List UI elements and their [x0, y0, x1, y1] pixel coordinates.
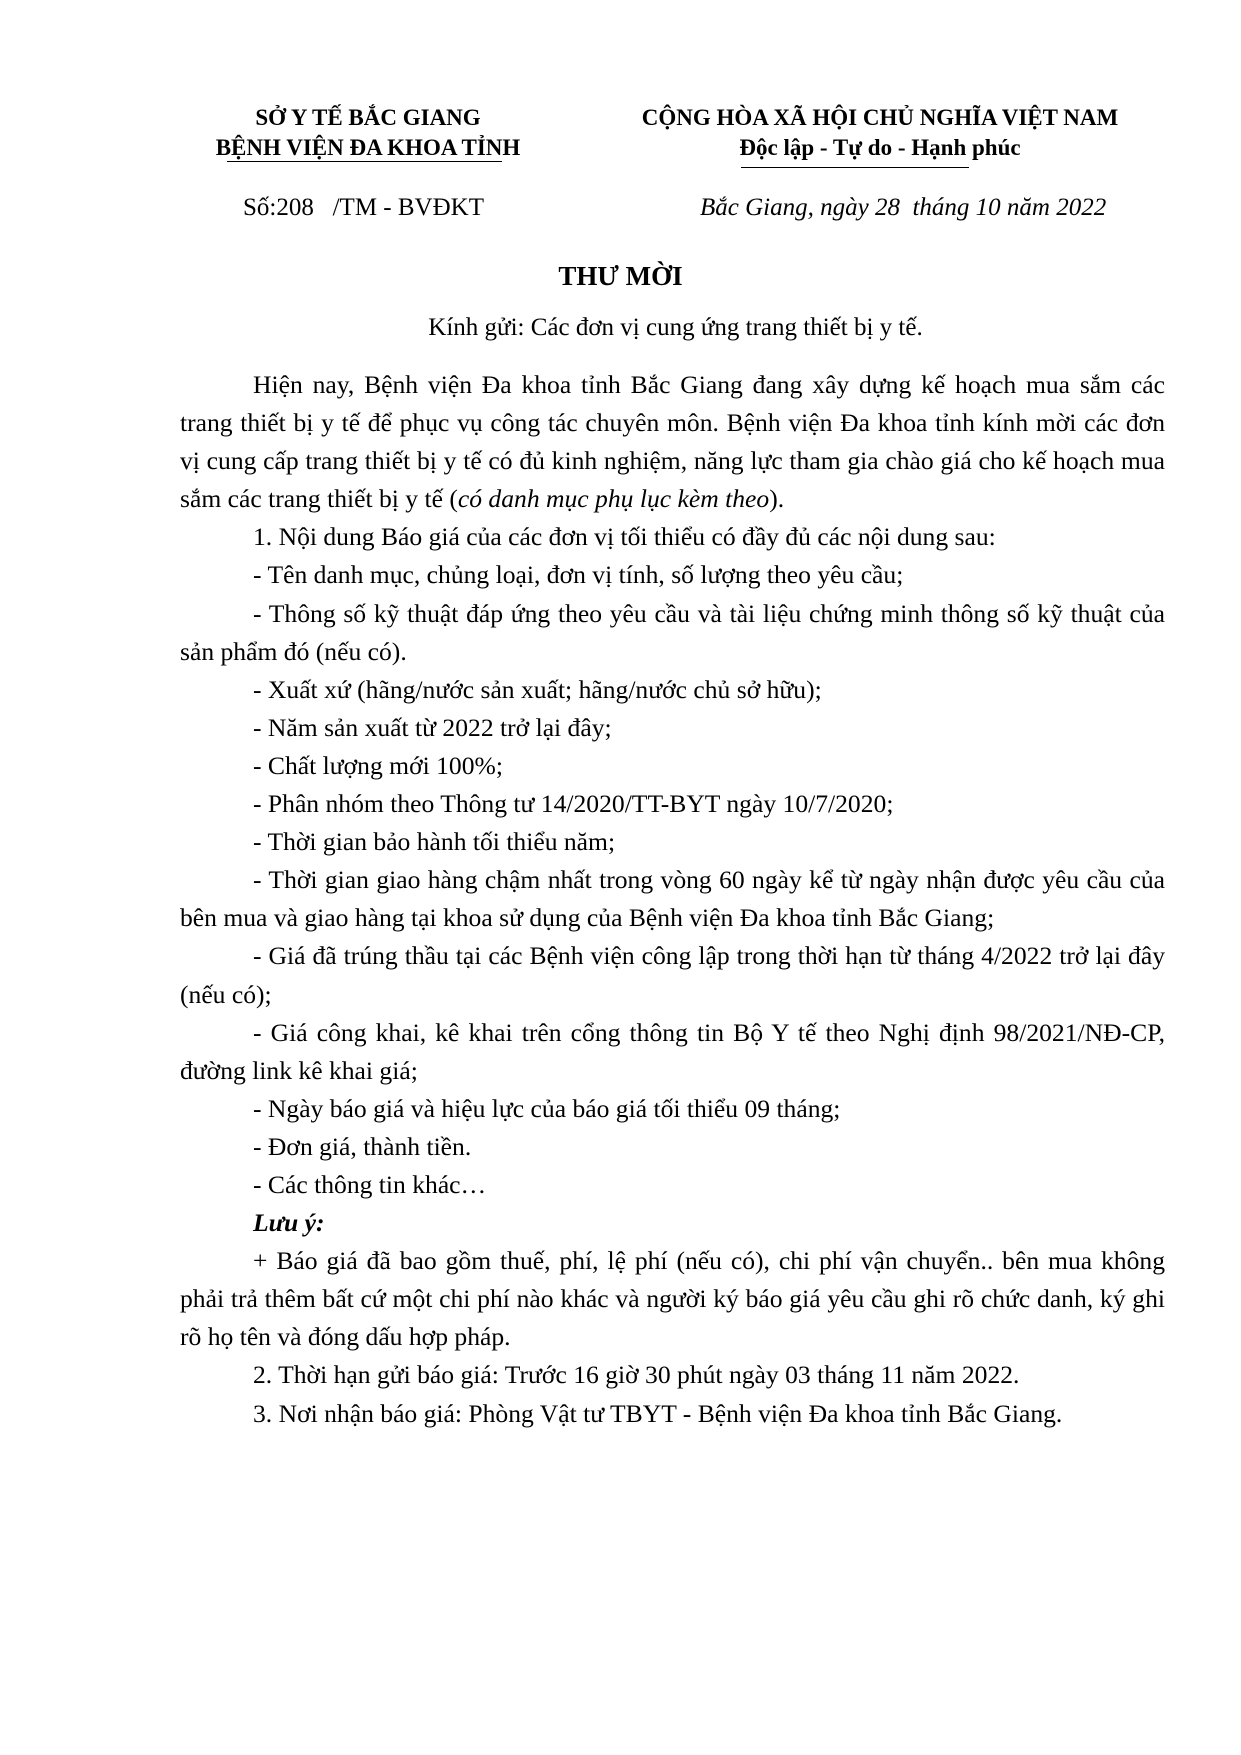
agency-hospital: BỆNH VIỆN ĐA KHOA TỈNH — [215, 135, 521, 160]
national-motto-header — [590, 103, 1170, 163]
list-item: - Giá công khai, kê khai trên cổng thông tin Bộ Y tế theo Nghị định 98/2021/NĐ-CP, đường link kê khai giá; — [180, 1017, 1165, 1085]
list-item: - Đơn giá, thành tiền. — [253, 1131, 472, 1161]
section-1-heading: 1. Nội dung Báo giá của các đơn vị tối thiểu có đầy đủ các nội dung sau: — [253, 522, 996, 552]
intro-end: ). — [769, 484, 785, 514]
intro-italic-note: có danh mục phụ lục kèm theo — [457, 484, 770, 514]
list-item: - Phân nhóm theo Thông tư 14/2020/TT-BYT ngày 10/7/2020; — [253, 789, 894, 819]
section-2-deadline: 2. Thời hạn gửi báo giá: Trước 16 giờ 30 phút ngày 03 tháng 11 năm 2022. — [253, 1360, 1020, 1390]
document-title: THƯ MỜI — [558, 261, 683, 291]
document-number: Số:208 /TM - BVĐKT — [243, 194, 484, 221]
list-item: - Thời gian bảo hành tối thiểu năm; — [253, 827, 616, 857]
country-name: CỘNG HÒA XÃ HỘI CHỦ NGHĨA VIỆT NAM — [641, 105, 1119, 130]
note-label: Lưu ý: — [253, 1208, 325, 1238]
place-and-date: Bắc Giang, ngày 28 tháng 10 năm 2022 — [700, 194, 1107, 221]
recipient-line: Kính gửi: Các đơn vị cung ứng trang thiết bị y tế. — [428, 314, 923, 341]
motto-underline-divider — [741, 167, 969, 168]
issuing-agency-header — [150, 103, 586, 163]
note-text: + Báo giá đã bao gồm thuế, phí, lệ phí (nếu có), chi phí vận chuyển.. bên mua không phải trả thêm bất cứ một chi phí nào khác và người ký báo giá yêu cầu ghi rõ chức danh, ký ghi rõ họ tên và đóng dấu hợp pháp. — [180, 1246, 1165, 1352]
agency-underline-divider — [227, 161, 502, 162]
list-item: - Chất lượng mới 100%; — [253, 750, 503, 780]
section-3-recipient-office: 3. Nơi nhận báo giá: Phòng Vật tư TBYT - Bệnh viện Đa khoa tỉnh Bắc Giang. — [253, 1398, 1063, 1428]
national-motto: Độc lập - Tự do - Hạnh phúc — [739, 135, 1021, 160]
list-item: - Thời gian giao hàng chậm nhất trong vòng 60 ngày kể từ ngày nhận được yêu cầu của bên mua và giao hàng tại khoa sử dụng của Bệnh viện Đa khoa tỉnh Bắc Giang; — [180, 865, 1165, 933]
list-item: - Năm sản xuất từ 2022 trở lại đây; — [253, 712, 612, 742]
list-item: - Ngày báo giá và hiệu lực của báo giá tối thiểu 09 tháng; — [253, 1093, 841, 1123]
list-item: - Các thông tin khác… — [253, 1169, 487, 1199]
list-item: - Xuất xứ (hãng/nước sản xuất; hãng/nước chủ sở hữu); — [253, 674, 822, 704]
list-item: - Tên danh mục, chủng loại, đơn vị tính, số lượng theo yêu cầu; — [253, 560, 904, 590]
list-item: - Giá đã trúng thầu tại các Bệnh viện công lập trong thời hạn từ tháng 4/2022 trở lại đây (nếu có); — [180, 941, 1165, 1009]
agency-department: SỞ Y TẾ BẮC GIANG — [255, 105, 481, 130]
intro-text: Hiện nay, Bệnh viện Đa khoa tỉnh Bắc Giang đang xây dựng kế hoạch mua sắm các trang thiết bị y tế để phục vụ công tác chuyên môn. Bệnh viện Đa khoa tỉnh kính mời các đơn vị cung cấp trang thiết bị y tế có đủ kinh nghiệm, năng lực tham gia chào giá cho kế hoạch mua sắm các trang thiết bị y tế ( — [180, 370, 1165, 514]
list-item: - Thông số kỹ thuật đáp ứng theo yêu cầu và tài liệu chứng minh thông số kỹ thuật của sản phẩm đó (nếu có). — [180, 598, 1165, 666]
document-body — [180, 366, 1165, 1433]
intro-paragraph — [180, 366, 1165, 518]
